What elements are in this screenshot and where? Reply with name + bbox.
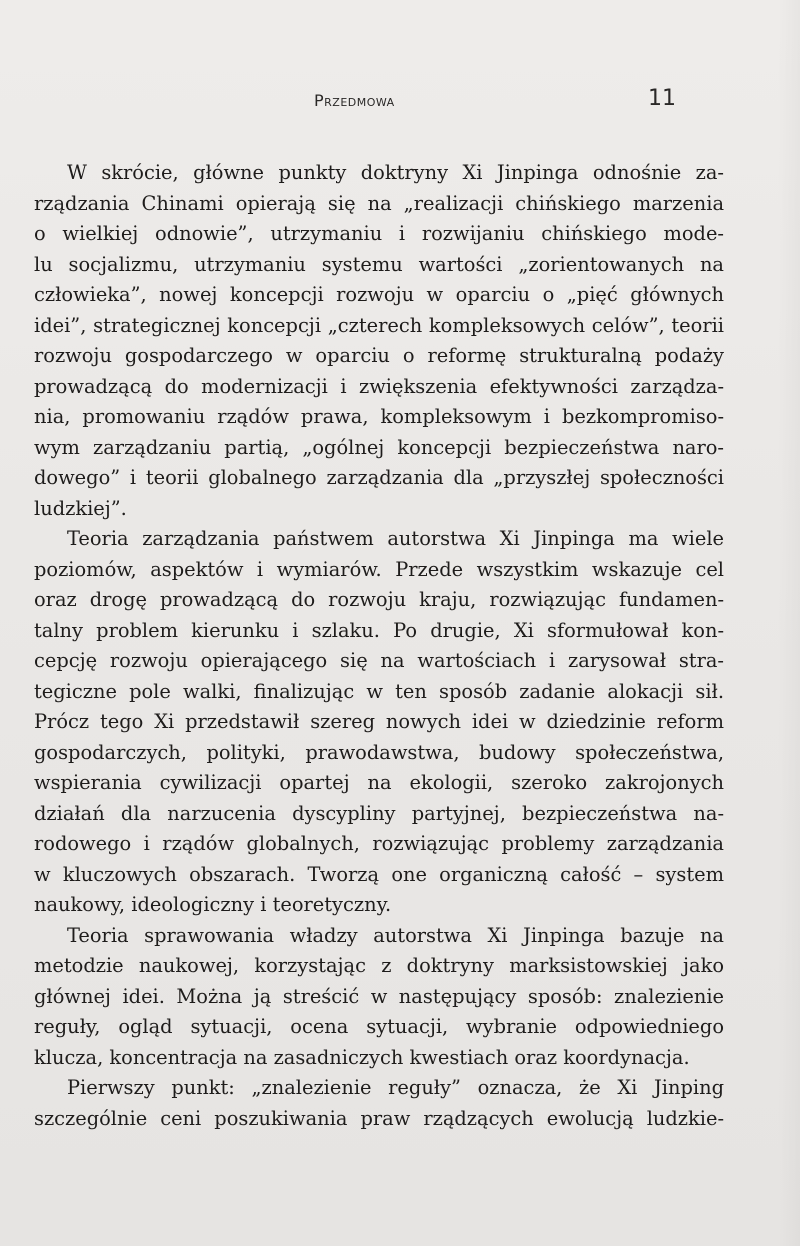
text-line: nia, promowaniu rządów prawa, kompleksowym i bezkompromiso- [34, 405, 724, 428]
text-line: rozwoju gospodarczego w oparciu o reformę strukturalną podaży [34, 344, 724, 367]
text-line: oraz drogę prowadzącą do rozwoju kraju, rozwiązując fundamen- [34, 588, 724, 611]
text-line: naukowy, ideologiczny i teoretyczny. [34, 893, 392, 916]
text-line: lu socjalizmu, utrzymaniu systemu wartości „zorientowanych na [34, 252, 724, 276]
text-line: idei”, strategicznej koncepcji „czterech kompleksowych celów”, teorii [34, 313, 724, 337]
paragraph-2 [34, 524, 724, 921]
paragraph-1 [34, 158, 724, 524]
text-line: Pierwszy punkt: „znalezienie reguły” oznacza, że Xi Jinping [66, 1076, 724, 1099]
page-edge-shadow [778, 0, 800, 1246]
text-line: reguły, ogląd sytuacji, ocena sytuacji, wybranie odpowiedniego [34, 1015, 724, 1038]
text-line: Prócz tego Xi przedstawił szereg nowych idei w dziedzinie reform [34, 710, 724, 733]
text-line: rządzania Chinami opierają się na „realizacji chińskiego marzenia [34, 191, 724, 215]
text-line: człowieka”, nowej koncepcji rozwoju w oparciu o „pięć głównych [34, 283, 724, 306]
text-line: cepcję rozwoju opierającego się na wartościach i zarysował stra- [34, 649, 724, 672]
text-line: dowego” i teorii globalnego zarządzania dla „przyszłej społeczności [34, 466, 724, 489]
text-line: prowadzącą do modernizacji i zwiększenia efektywności zarządza- [34, 374, 724, 398]
paragraph-3 [34, 921, 724, 1074]
text-line: poziomów, aspektów i wymiarów. Przede wszystkim wskazuje cel [34, 557, 724, 581]
text-line: rodowego i rządów globalnych, rozwiązując problemy zarządzania [34, 832, 724, 855]
running-head [0, 86, 800, 116]
text-line: talny problem kierunku i szlaku. Po drugie, Xi sformułował kon- [34, 618, 724, 642]
text-line: Teoria zarządzania państwem autorstwa Xi Jinpinga ma wiele [66, 527, 724, 550]
text-line: działań dla narzucenia dyscypliny partyjnej, bezpieczeństwa na- [34, 801, 724, 825]
text-line: wym zarządzaniu partią, „ogólnej koncepcji bezpieczeństwa naro- [34, 435, 724, 459]
text-line: metodzie naukowej, korzystając z doktryny marksistowskiej jako [34, 954, 724, 977]
paragraph-4 [34, 1073, 724, 1134]
text-line: szczególnie ceni poszukiwania praw rządzących ewolucją ludzkie- [34, 1106, 724, 1130]
text-line: głównej idei. Można ją streścić w następujący sposób: znalezienie [34, 984, 724, 1008]
text-line: gospodarczych, polityki, prawodawstwa, budowy społeczeństwa, [34, 740, 724, 764]
text-line: o wielkiej odnowie”, utrzymaniu i rozwijaniu chińskiego mode- [34, 222, 724, 245]
text-line: tegiczne pole walki, finalizując w ten sposób zadanie alokacji sił. [34, 679, 724, 703]
page-number: 11 [648, 86, 676, 111]
body-text [34, 158, 724, 1134]
text-line: W skrócie, główne punkty doktryny Xi Jinpinga odnośnie za- [66, 161, 724, 184]
text-line: wspierania cywilizacji opartej na ekologii, szeroko zakrojonych [34, 771, 724, 794]
text-line: w kluczowych obszarach. Tworzą one organiczną całość – system [34, 862, 724, 886]
text-line: Teoria sprawowania władzy autorstwa Xi Jinpinga bazuje na [66, 923, 724, 947]
text-line: klucza, koncentracja na zasadniczych kwestiach oraz koordynacja. [34, 1045, 690, 1069]
text-line: ludzkiej”. [34, 496, 127, 520]
running-title: Przedmowa [314, 91, 395, 110]
